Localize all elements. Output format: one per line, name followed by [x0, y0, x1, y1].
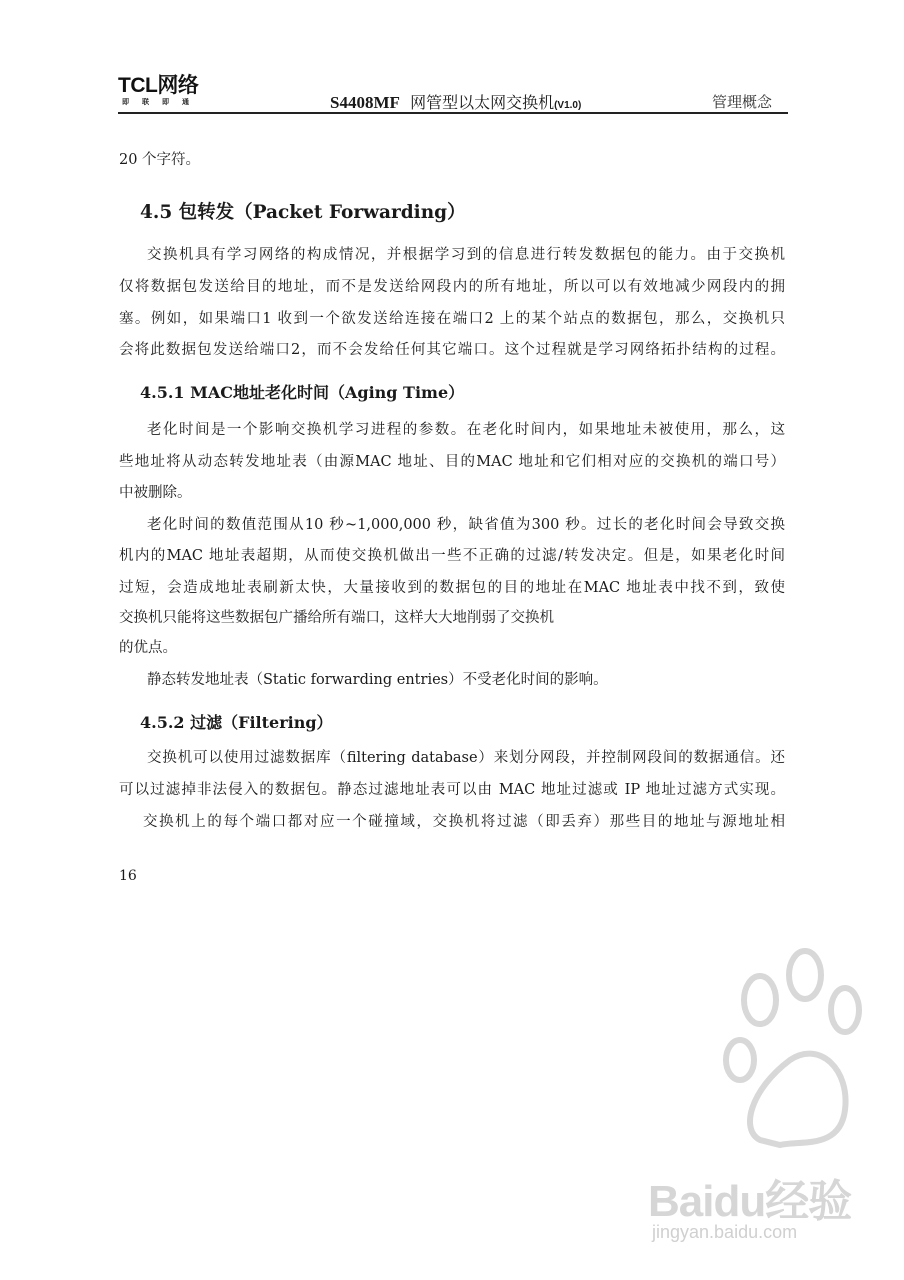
paragraph-line: 静态转发地址表（Static forwarding entries）不受老化时间的影响。: [147, 672, 608, 688]
logo-text: TCL网络: [118, 74, 199, 97]
paragraph-line: 中被删除。: [119, 485, 192, 501]
document-title: [330, 90, 581, 113]
section-label: 管理概念: [712, 93, 773, 111]
baidu-watermark: [640, 940, 870, 1250]
paragraph-line: 老化时间的数值范围从10 秒~1,000,000 秒，缺省值为300 秒。过长的老化时间会导致交换: [147, 517, 785, 533]
paragraph-line: 交换机可以使用过滤数据库（filtering database）来划分网段，并控制网段间的数据通信。还: [147, 750, 785, 766]
title-model: S4408MF: [330, 93, 400, 112]
heading-4-5-2: 4.5.2 过滤（Filtering）: [140, 713, 333, 732]
paragraph-line: 交换机只能将这些数据包广播给所有端口，这样大大地削弱了交换机: [119, 610, 554, 626]
paragraph-line: 可以过滤掉非法侵入的数据包。静态过滤地址表可以由 MAC 地址过滤或 IP 地址过滤方式实现。: [119, 782, 785, 798]
paragraph-line: 机内的MAC 地址表超期，从而使交换机做出一些不正确的过滤/转发决定。但是，如果老化时间: [119, 548, 785, 564]
paragraph-line: 过短，会造成地址表刷新太快，大量接收到的数据包的目的地址在MAC 地址表中找不到，致使: [119, 580, 785, 596]
intro-line: 20 个字符。: [119, 152, 201, 168]
paragraph-line: 会将此数据包发送给端口2，而不会发给任何其它端口。这个过程就是学习网络拓扑结构的过程。: [119, 342, 785, 358]
paragraph-line: 仅将数据包发送给目的地址，而不是发送给网段内的所有地址，所以可以有效地减少网段内的拥: [119, 279, 785, 295]
paragraph-line: 交换机具有学习网络的构成情况，并根据学习到的信息进行转发数据包的能力。由于交换机: [147, 247, 785, 263]
paragraph-line: 的优点。: [119, 640, 177, 656]
paragraph-line: 塞。例如，如果端口1 收到一个欲发送给连接在端口2 上的某个站点的数据包，那么，交换机只: [119, 311, 785, 327]
heading-4-5-1: 4.5.1 MAC地址老化时间（Aging Time）: [140, 383, 465, 402]
tcl-logo: [118, 76, 214, 107]
watermark-brand: Baidu经验: [648, 1177, 852, 1226]
page-number: 16: [119, 868, 137, 884]
paragraph-line: 些地址将从动态转发地址表（由源MAC 地址、目的MAC 地址和它们相对应的交换机的端口号）: [119, 454, 785, 470]
header-rule: [118, 112, 788, 114]
title-text: 网管型以太网交换机: [410, 93, 555, 112]
paw-icon: [720, 940, 870, 1170]
heading-4-5: 4.5 包转发（Packet Forwarding）: [140, 202, 466, 223]
logo-subtitle: 即联即通: [122, 99, 202, 106]
paragraph-line: 老化时间是一个影响交换机学习进程的参数。在老化时间内，如果地址未被使用，那么，这: [147, 422, 785, 438]
watermark-url: jingyan.baidu.com: [652, 1222, 798, 1242]
paragraph-line: 交换机上的每个端口都对应一个碰撞域，交换机将过滤（即丢弃）那些目的地址与源地址相: [143, 814, 785, 830]
title-version: (V1.0): [554, 100, 582, 111]
